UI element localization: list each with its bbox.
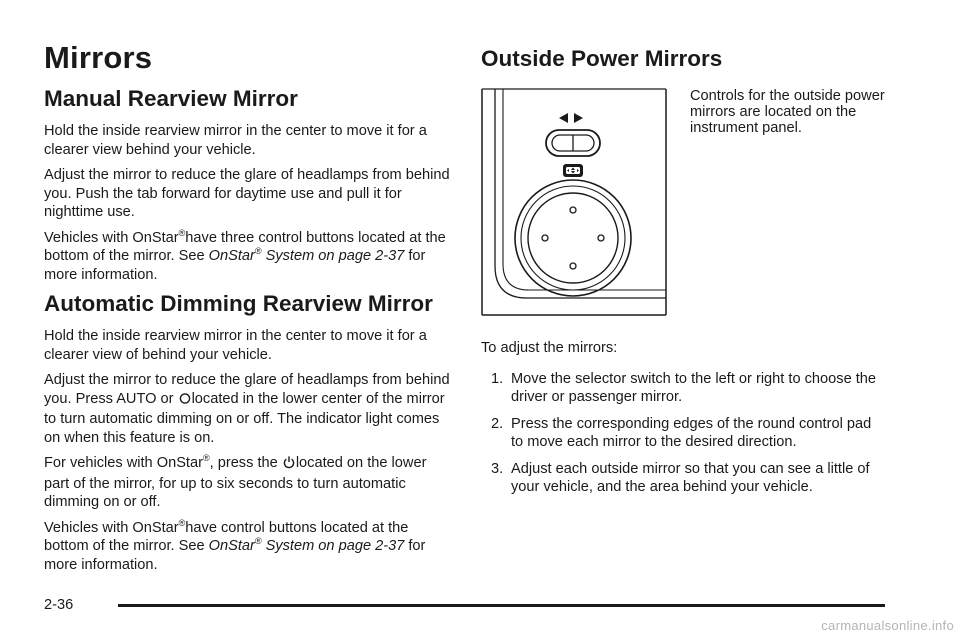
manual-paragraph-1: Hold the inside rearview mirror in the center to move it for a clearer view behind your vehicle.: [44, 123, 427, 158]
auto-paragraph-4: Vehicles with OnStar®have control buttons located at the bottom of the mirror. See OnStar® System on page 2-37 for more information.: [44, 517, 426, 573]
mirror-control-illustration: [481, 88, 667, 316]
auto-paragraph-1: Hold the inside rearview mirror in the center to move it for a clearer view of behind your vehicle.: [44, 328, 427, 363]
left-column: [44, 40, 454, 581]
mirror-icon: [563, 164, 583, 177]
outside-mirrors-heading: Outside Power Mirrors: [481, 46, 723, 71]
figure-caption: Controls for the outside power mirrors are located on the instrument panel.: [690, 88, 885, 136]
auto-dimming-heading: Automatic Dimming Rearview Mirror: [44, 291, 433, 316]
footer-divider: [118, 604, 885, 607]
manual-paragraph-3: Vehicles with OnStar®have three control buttons located at the bottom of the mirror. See OnStar® System on page 2-37 for more information.: [44, 227, 446, 283]
page-number: 2-36: [44, 597, 74, 613]
list-item: 2. Press the corresponding edges of the round control pad to move each mirror to the desired direction.: [491, 416, 872, 450]
manual-paragraph-2: Adjust the mirror to reduce the glare of headlamps from behind you. Push the tab forward for daytime use and pull it for nighttime use.: [44, 167, 450, 220]
page-title: Mirrors: [44, 40, 153, 75]
right-arrow-icon: [574, 113, 583, 123]
list-item: 3. Adjust each outside mirror so that you can see a little of your vehicle, and the area behind your vehicle.: [491, 461, 870, 495]
watermark: carmanualsonline.info: [821, 618, 954, 633]
onstar-reference-link[interactable]: OnStar® System on page 2-37: [208, 246, 405, 264]
circle-icon: [179, 392, 191, 411]
manual-mirror-heading: Manual Rearview Mirror: [44, 86, 298, 111]
adjust-intro: To adjust the mirrors:: [481, 340, 618, 356]
auto-paragraph-3: For vehicles with OnStar®, press the located on the lower part of the mirror, for up to six seconds to turn automatic dimming on or off.: [44, 453, 427, 510]
adjust-steps-list: [481, 370, 881, 505]
list-item: 1. Move the selector switch to the left or right to choose the driver or passenger mirror.: [491, 371, 877, 405]
left-arrow-icon: [559, 113, 568, 123]
power-icon: [283, 455, 295, 475]
onstar-reference-link-2[interactable]: OnStar® System on page 2-37: [208, 536, 405, 554]
auto-paragraph-2: Adjust the mirror to reduce the glare of headlamps from behind you. Press AUTO or located in the lower center of the mirror to turn automatic dimming on or off. The indicator light comes on when this feature is on.: [44, 372, 450, 446]
